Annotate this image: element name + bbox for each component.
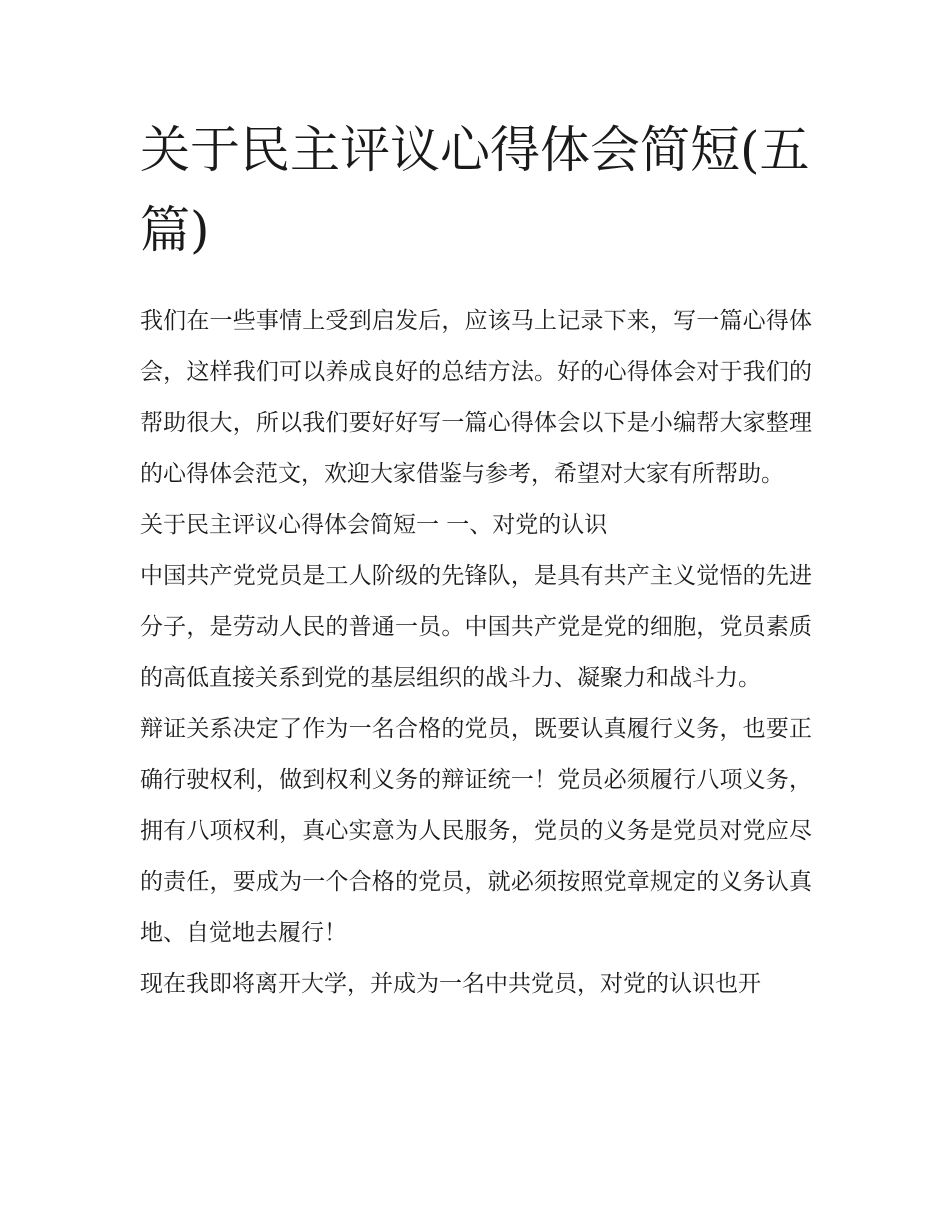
document-title: 关于民主评议心得体会简短(五篇) bbox=[140, 121, 810, 259]
section-heading: 关于民主评议心得体会简短一 一、对党的认识 bbox=[140, 512, 608, 538]
document-body bbox=[140, 110, 812, 1010]
paragraph-rights-duties: 辩证关系决定了作为一名合格的党员，既要认真履行义务，也要正确行驶权利，做到权利义务的辩证统一！党员必须履行八项义务，拥有八项权利，真心实意为人民服务，党员的义务是党员对党应尽的责任，要成为一个合格的党员，就必须按照党章规定的义务认真地、自觉地去履行！ bbox=[140, 716, 812, 946]
paragraph-leaving-university: 现在我即将离开大学，并成为一名中共党员，对党的认识也开 bbox=[140, 971, 761, 997]
paragraph-party-member: 中国共产党党员是工人阶级的先锋队，是具有共产主义觉悟的先进分子，是劳动人民的普通一员。中国共产党是党的细胞，党员素质的高低直接关系到党的基层组织的战斗力、凝聚力和战斗力。 bbox=[140, 563, 812, 691]
paragraph-intro: 我们在一些事情上受到启发后，应该马上记录下来，写一篇心得体会，这样我们可以养成良好的总结方法。好的心得体会对于我们的帮助很大，所以我们要好好写一篇心得体会以下是小编帮大家整理的心得体会范文，欢迎大家借鉴与参考，希望对大家有所帮助。 bbox=[140, 308, 812, 487]
